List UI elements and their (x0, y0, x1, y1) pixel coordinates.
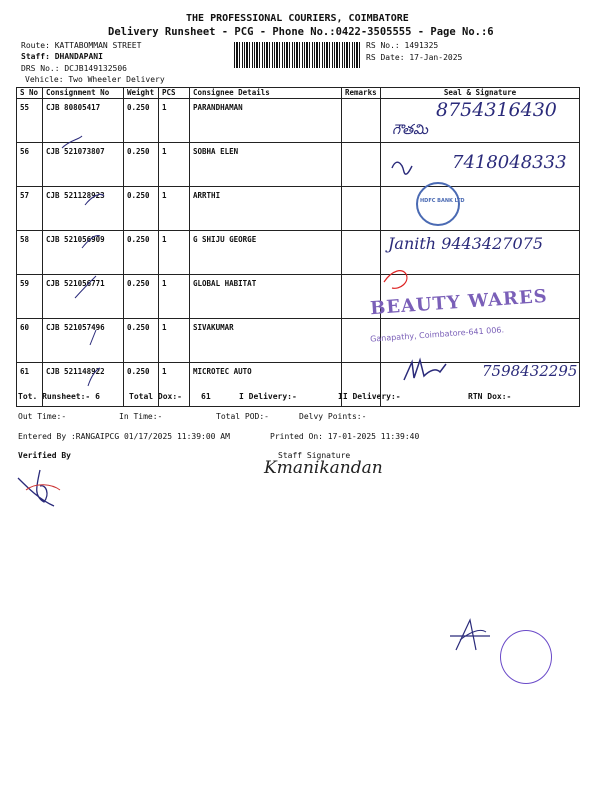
cell-sno: 56 (17, 143, 43, 187)
handwritten-phone: 7598432295 (482, 362, 578, 380)
staff-name: DHANDAPANI (54, 52, 103, 61)
cell-sno: 61 (17, 363, 43, 407)
cell-pcs: 1 (159, 363, 190, 407)
cell-weight: 0.250 (124, 231, 159, 275)
cell-pcs: 1 (159, 319, 190, 363)
cell-sno: 57 (17, 187, 43, 231)
col-consignee: Consignee Details (190, 88, 342, 99)
staff-signature-ink: Kmanikandan (264, 458, 383, 478)
company-stamp-address: Ganapathy, Coimbatore-641 006. (369, 325, 505, 344)
vehicle-label: Vehicle: Two Wheeler Delivery (25, 75, 165, 84)
verified-signature-icon (26, 485, 60, 490)
cell-consignee: PARANDHAMAN (190, 99, 342, 143)
rs-date: RS Date: 17-Jan-2025 (366, 53, 463, 62)
checkmark-icon (450, 620, 490, 650)
cell-weight: 0.250 (124, 363, 159, 407)
col-pcs: PCS (159, 88, 190, 99)
cell-pcs: 1 (159, 231, 190, 275)
entered-by: Entered By :RANGAIPCG 01/17/2025 11:39:00 AM (18, 432, 230, 441)
cell-consignment: CJB 521056909 (43, 231, 124, 275)
total-dox-value: 61 (201, 392, 211, 401)
total-dox-label: Total Dox:- (129, 392, 182, 401)
col-signature: Seal & Signature (381, 88, 580, 99)
cell-remarks (342, 187, 381, 231)
bank-stamp: HDFC BANK LTD (416, 182, 460, 226)
ii-delivery: II Delivery:- (338, 392, 401, 401)
staff-label: Staff: DHANDAPANI (21, 52, 103, 61)
col-consignment: Consignment No (43, 88, 124, 99)
cell-pcs: 1 (159, 143, 190, 187)
staff-signature-label: Staff Signature (278, 451, 351, 460)
cell-weight: 0.250 (124, 99, 159, 143)
drs-number: DRS No.: DCJB149132506 (21, 64, 127, 73)
cell-sno: 59 (17, 275, 43, 319)
cell-consignment: CJB 521056771 (43, 275, 124, 319)
runsheet-title: Delivery Runsheet - PCG - Phone No.:0422-3505555 - Page No.:6 (108, 26, 494, 38)
cell-weight: 0.250 (124, 275, 159, 319)
company-title: THE PROFESSIONAL COURIERS, COIMBATORE (186, 13, 409, 24)
cell-pcs: 1 (159, 187, 190, 231)
printed-on: Printed On: 17-01-2025 11:39:40 (270, 432, 420, 441)
cell-weight: 0.250 (124, 187, 159, 231)
cell-consignee: SIVAKUMAR (190, 319, 342, 363)
table-row (17, 187, 580, 231)
cell-pcs: 1 (159, 275, 190, 319)
company-stamp: BEAUTY WARES (369, 285, 549, 320)
handwritten-phone: 8754316430 (436, 99, 557, 121)
total-pod: Total POD:- (216, 412, 269, 421)
cell-consignment: CJB 521128923 (43, 187, 124, 231)
cell-consignee: MICROTEC AUTO (190, 363, 342, 407)
i-delivery: I Delivery:- (239, 392, 297, 401)
cell-consignee: ARRTHI (190, 187, 342, 231)
cell-signature (381, 187, 580, 231)
round-stamp (500, 630, 552, 684)
cell-sno: 58 (17, 231, 43, 275)
verified-by-label: Verified By (18, 451, 71, 460)
route-label: Route: KATTABOMMAN STREET (21, 41, 142, 50)
handwritten-sign: Janith 9443427075 (388, 234, 543, 253)
rtn-dox: RTN Dox:- (468, 392, 512, 401)
cell-weight: 0.250 (124, 319, 159, 363)
rs-number: RS No.: 1491325 (366, 41, 439, 50)
handwritten-phone: 7418048333 (452, 152, 567, 173)
verified-signature-icon (18, 470, 54, 506)
col-remarks: Remarks (342, 88, 381, 99)
cell-consignment: CJB 80805417 (43, 99, 124, 143)
checkmark-icon (460, 630, 486, 640)
cell-weight: 0.250 (124, 143, 159, 187)
cell-remarks (342, 99, 381, 143)
out-time: Out Time:- (18, 412, 67, 421)
cell-consignment: CJB 521073807 (43, 143, 124, 187)
cell-consignee: SOBHA ELEN (190, 143, 342, 187)
cell-consignment: CJB 521148922 (43, 363, 124, 407)
cell-pcs: 1 (159, 99, 190, 143)
cell-consignee: GLOBAL HABITAT (190, 275, 342, 319)
delvy-points: Delvy Points:- (299, 412, 367, 421)
cell-consignment: CJB 521057496 (43, 319, 124, 363)
col-sno: S No (17, 88, 43, 99)
cell-remarks (342, 143, 381, 187)
col-weight: Weight (124, 88, 159, 99)
cell-remarks (342, 231, 381, 275)
cell-sno: 55 (17, 99, 43, 143)
handwritten-sign: గౌతమి (392, 122, 428, 138)
cell-consignee: G SHIJU GEORGE (190, 231, 342, 275)
table-header-row (17, 88, 580, 99)
total-runsheet: Tot. Runsheet:- 6 (18, 392, 100, 401)
in-time: In Time:- (119, 412, 163, 421)
barcode (234, 42, 360, 68)
cell-sno: 60 (17, 319, 43, 363)
